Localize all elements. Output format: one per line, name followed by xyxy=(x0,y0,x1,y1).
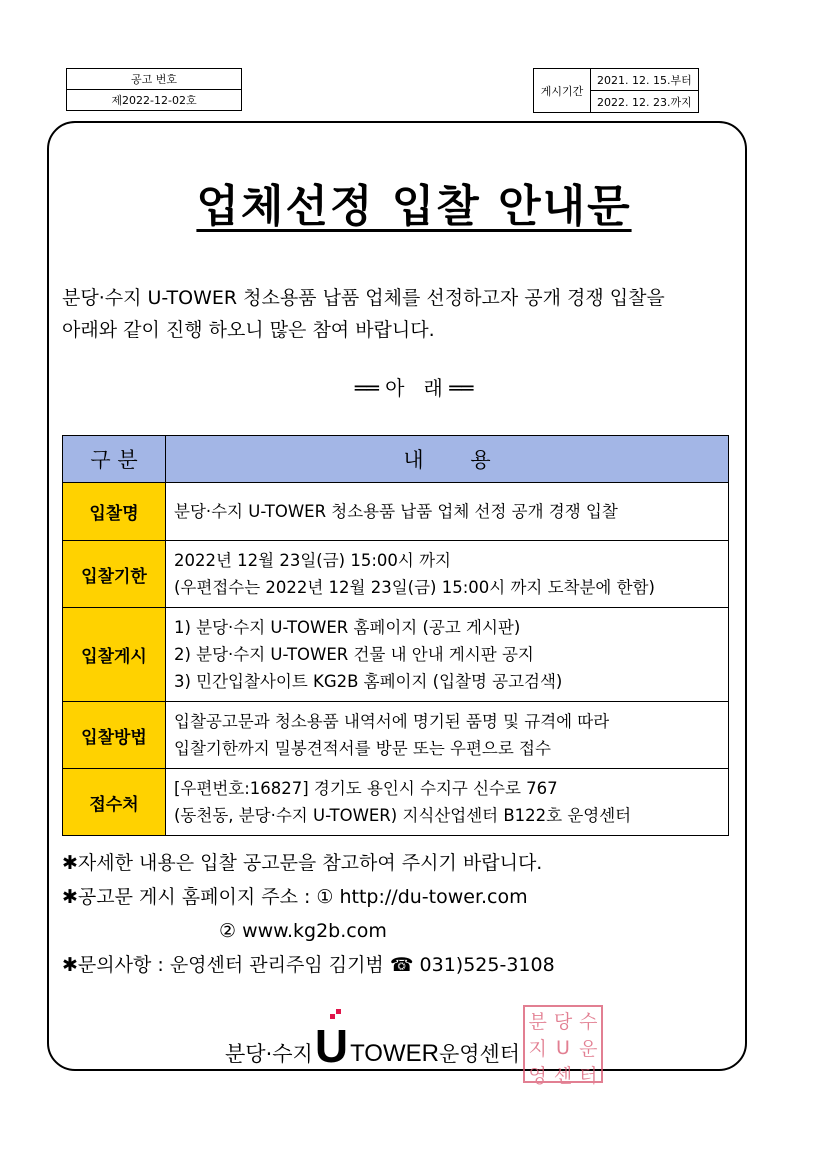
note-contact: ✱문의사항 : 운영센터 관리주임 김기범 ☎ 031)525-3108 xyxy=(62,954,555,976)
intro-line: 분당·수지 U-TOWER 청소용품 납품 업체를 선정하고자 공개 경쟁 입찰을 xyxy=(62,287,665,309)
below-marker: ══ 아 래 ══ xyxy=(354,376,474,400)
row-content xyxy=(166,702,729,769)
table-row xyxy=(63,702,729,769)
row-line: 입찰기한까지 밀봉견적서를 방문 또는 우편으로 접수 xyxy=(174,739,551,758)
row-label: 입찰명 xyxy=(63,483,166,541)
posting-end: 2022. 12. 23.까지 xyxy=(591,91,699,113)
row-line: (우편접수는 2022년 12월 23일(금) 15:00시 까지 도착분에 한함) xyxy=(174,578,655,597)
official-seal-stamp: 분 당 수 지 U 운 영 센 터 xyxy=(523,1005,603,1083)
row-content xyxy=(166,769,729,836)
row-line: (동천동, 분당·수지 U-TOWER) 지식산업센터 B122호 운영센터 xyxy=(174,806,632,825)
row-line: 1) 분당·수지 U-TOWER 홈페이지 (공고 게시판) xyxy=(174,618,521,637)
row-label: 입찰게시 xyxy=(63,608,166,702)
row-content xyxy=(166,541,729,608)
posting-period-label: 게시기간 xyxy=(534,69,591,113)
note-homepage: ✱공고문 게시 홈페이지 주소 : ① http://du-tower.com xyxy=(62,886,528,908)
notice-number-value: 제2022-12-02호 xyxy=(67,90,242,111)
row-line: 입찰공고문과 청소용품 내역서에 명기된 품명 및 규격에 따라 xyxy=(174,712,610,731)
note-homepage-2: ② www.kg2b.com xyxy=(62,920,387,942)
u-logo-icon xyxy=(314,1020,349,1072)
intro-line: 아래와 같이 진행 하오니 많은 참여 바랍니다. xyxy=(62,319,435,341)
posting-period-box xyxy=(533,68,699,113)
header-category: 구 분 xyxy=(63,436,166,483)
row-label: 입찰방법 xyxy=(63,702,166,769)
table-row xyxy=(63,483,729,541)
row-line: [우편번호:16827] 경기도 용인시 수지구 신수로 767 xyxy=(174,779,558,798)
row-line: 2) 분당·수지 U-TOWER 건물 내 안내 게시판 공지 xyxy=(174,645,534,664)
bid-info-table xyxy=(62,435,729,836)
posting-start: 2021. 12. 15.부터 xyxy=(591,69,699,91)
page-title xyxy=(0,170,828,234)
row-label: 입찰기한 xyxy=(63,541,166,608)
row-line: 3) 민간입찰사이트 KG2B 홈페이지 (입찰명 공고검색) xyxy=(174,672,563,691)
footer-suffix: 운영센터 xyxy=(438,1042,521,1066)
row-content xyxy=(166,608,729,702)
notice-number-box xyxy=(66,68,242,111)
notice-number-label: 공고 번호 xyxy=(67,69,242,90)
logo-dots-icon xyxy=(330,1014,340,1024)
footer-prefix: 분당·수지 xyxy=(225,1042,313,1066)
note-detail: ✱자세한 내용은 입찰 공고문을 참고하여 주시기 바랍니다. xyxy=(62,852,543,874)
table-row xyxy=(63,608,729,702)
notes-section xyxy=(62,846,742,982)
u-letter: U xyxy=(314,1020,349,1072)
title-text: 업체선정 입찰 안내문 xyxy=(196,181,632,232)
row-label: 접수처 xyxy=(63,769,166,836)
row-line: 2022년 12월 23일(금) 15:00시 까지 xyxy=(174,551,451,570)
footer-tower: TOWER xyxy=(350,1040,439,1067)
row-line: 분당·수지 U-TOWER 청소용품 납품 업체 선정 공개 경쟁 입찰 xyxy=(174,502,618,521)
table-row xyxy=(63,541,729,608)
row-content xyxy=(166,483,729,541)
table-header-row xyxy=(63,436,729,483)
intro-paragraph xyxy=(62,282,742,346)
header-content: 내 용 xyxy=(166,436,729,483)
table-row xyxy=(63,769,729,836)
